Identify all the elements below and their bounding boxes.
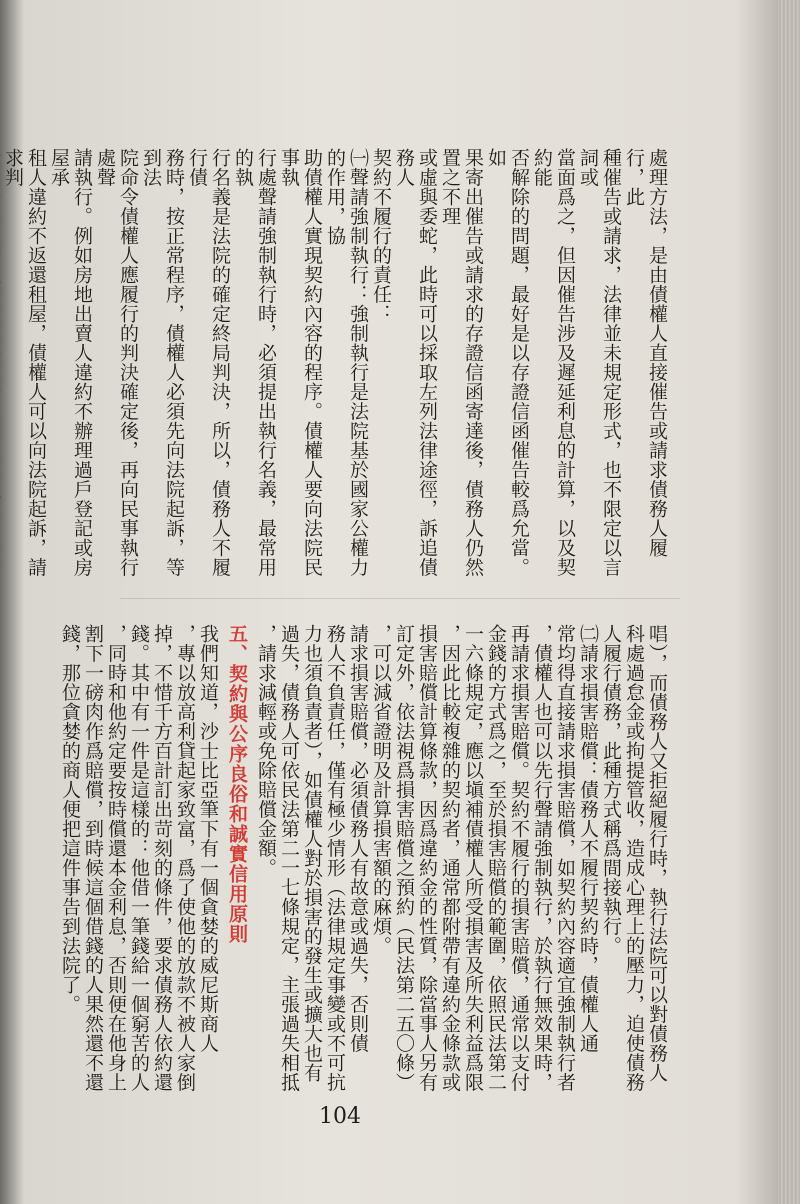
top-text-column: 助債權人實現契約內容的程序。債權人要向法院民事執 — [278, 148, 323, 577]
page-number: 104 — [319, 1104, 361, 1129]
block-divider — [120, 598, 680, 599]
bottom-text-column: 金錢的方式爲之，至於損害賠償的範圍，依照民法第二 — [485, 624, 507, 1092]
section-heading: 五、契約與公序良俗和誠實信用原則 — [226, 624, 248, 944]
bottom-text-column: 再請求損害賠償。契約不履行的損害賠償，通常以支付 — [508, 624, 530, 1092]
bottom-text-column: 請求損害賠償，必須債務人有故意或過失，否則債 — [347, 624, 369, 1053]
bottom-text-column: ㈡請求損害賠償：債務人不履行契約時，債權人通 — [577, 624, 599, 1053]
bottom-text-column: 訂定外，依法視爲損害賠償之預約（民法第二五〇條） — [393, 624, 415, 1092]
bottom-text-column: ，可以減省證明及計算損害額的麻煩。 — [370, 624, 392, 956]
bottom-text-column: 一六條規定，應以塡補債權人所受損害及所失利益爲限 — [462, 624, 484, 1092]
bottom-text-column: 力也須負責者），如債權人對於損害的發生或擴大也有 — [301, 624, 323, 1083]
top-text-column: 行處聲請強制執行時，必須提出執行名義，最常用的執 — [232, 148, 277, 577]
bottom-text-column: 掉，不惜千方百計訂出苛刻的條件，要求債務人依約還 — [151, 624, 173, 1092]
top-text-column: 請執行。例如房地出賣人違約不辦理過戶登記或房屋承 — [48, 148, 93, 577]
top-text-column: 院命令債權人應履行的判決確定後，再向民事執行處聲 — [94, 148, 139, 577]
top-text-column: 否解除的問題，最好是以存證信函催告較爲允當。如 — [485, 148, 530, 577]
top-text-column — [0, 148, 1, 590]
top-text-column: ㈠聲請強制執行：強制執行是法院基於國家公權力的作用，協 — [324, 148, 369, 577]
bottom-text-column: 割下一磅肉作爲賠償，到時候這個借錢的人果然還不還 — [82, 624, 104, 1092]
bottom-text-column: 錢。其中有一件是這樣的：他借一筆錢給一個窮苦的人 — [128, 624, 150, 1092]
page-stack-edge — [778, 0, 800, 1204]
bottom-text-column: 人履行債務，此種方式稱爲間接執行。 — [600, 624, 622, 956]
bottom-text-column: 務人不負責任，僅有極少情形（法律規定事變或不可抗 — [324, 624, 346, 1092]
top-text-column: 租人違約不返還租屋，債權人可以向法院起訴，請求判 — [2, 148, 47, 577]
bottom-text-column: ，因此比較複雜的契約者，通常都附帶有違約金條款或 — [439, 624, 461, 1092]
bottom-text-column: 錢，那位貪婪的商人便把這件事告到法院了。 — [59, 624, 81, 1014]
bottom-text-column: 唱），而債務人又拒絕履行時，執行法院可以對債務人 — [646, 624, 668, 1083]
bottom-text-column: ，請求減輕或免除賠償金額。 — [255, 624, 277, 878]
bottom-text-column: 過失，債務人可依民法第二一七條規定，主張過失相抵 — [278, 624, 300, 1092]
top-text-column: 當面爲之，但因催告涉及遲延利息的計算，以及契約能 — [531, 148, 576, 577]
top-text-column: 種催告或請求，法律並未規定形式，也不限定以言詞或 — [577, 148, 622, 577]
lower-text-block — [59, 624, 668, 1094]
top-text-column: 行名義是法院的確定終局判決，所以，債務人不履行債 — [186, 148, 231, 577]
bottom-text-column: ，同時和他約定要按時償還本金利息，否則便在他身上 — [105, 624, 127, 1092]
bottom-text-column: ，債權人也可以先行聲請強制執行，於執行無效果時， — [531, 624, 553, 1092]
top-text-column: 處理方法，是由債權人直接催告或請求債務人履行，此 — [623, 148, 668, 558]
upper-text-block — [2, 148, 668, 590]
bottom-text-column: 我們知道，沙士比亞筆下有一個貪婪的威尼斯商人 — [197, 624, 219, 1053]
bottom-text-column: 損害賠償計算條款，因爲違約金的性質，除當事人另有 — [416, 624, 438, 1092]
top-text-column: 果寄出催告或請求的存證信函寄達後，債務人仍然置之不理 — [439, 148, 484, 577]
bottom-text-column: 科處過怠金或拘提管收，造成心理上的壓力，迫使債務 — [623, 624, 645, 1092]
top-text-column: 務時，按正常程序，債權人必須先向法院起訴，等到法 — [140, 148, 185, 577]
top-text-column: 或虛與委蛇，此時可以採取左列法律途徑，訴追債務人 — [393, 148, 438, 577]
top-text-column: 契約不履行的責任： — [370, 148, 392, 324]
bottom-text-column: 常均得直接請求損害賠償，如契約內容適宜強制執行者 — [554, 624, 576, 1092]
bottom-text-column: ，專以放高利貸起家致富，爲了使他的放款不被人家倒 — [174, 624, 196, 1092]
